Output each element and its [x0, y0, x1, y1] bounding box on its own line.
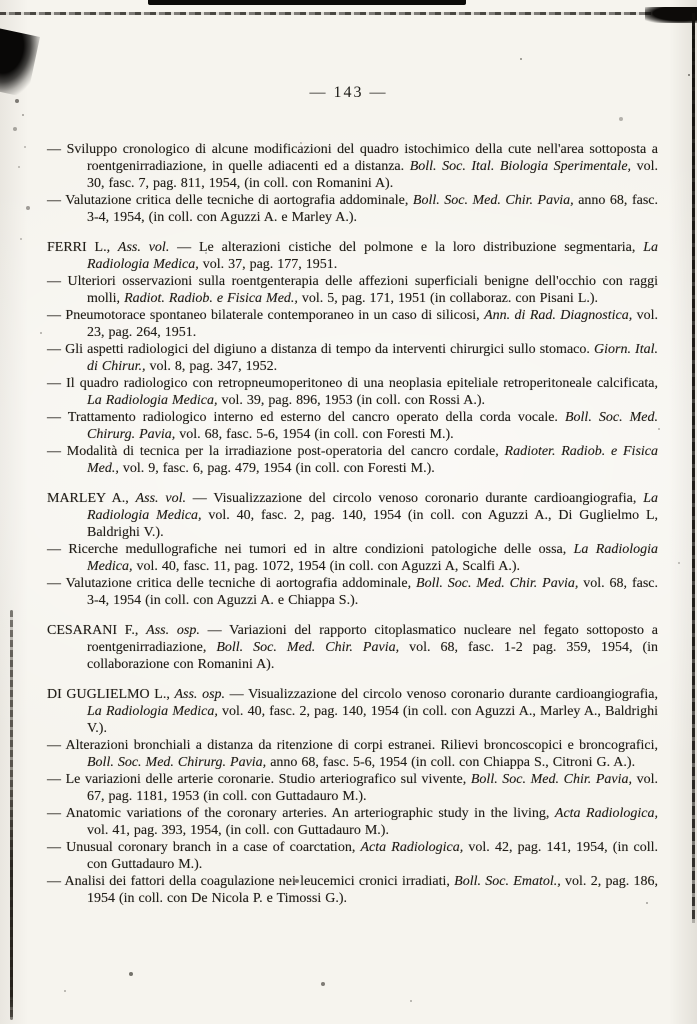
- entry-text: vol. 68, fasc. 3-4, 1954 (in coll. con Aguzzi A. e Chiappa S.).: [87, 576, 658, 608]
- scan-artifact-specks: [0, 0, 2, 2]
- entry-text: vol. 9, fasc. 6, pag. 479, 1954 (in coll. con Foresti M.).: [118, 461, 435, 476]
- bib-entry: [47, 141, 658, 192]
- bib-entry: [47, 805, 658, 839]
- bibliography: [47, 141, 658, 907]
- entry-text: vol. 2, pag. 186, 1954 (in coll. con De Nicola P. e Timossi G.).: [87, 874, 659, 906]
- bib-section-marley: [47, 490, 658, 609]
- entry-text: — Sviluppo cronologico di alcune modificazioni del quadro istochimico della cute nell'area sottoposta a roentgenirradiazione, in quelle adiacenti ed a distanza.: [47, 142, 658, 174]
- entry-text: — Ulteriori osservazioni sulla roentgenterapia delle affezioni superficiali benigne dell'occhio con raggi molli,: [47, 274, 658, 306]
- journal-title: Radiot. Radiob. e Fisica Med.,: [124, 291, 298, 306]
- entry-text: — Ricerche medullografiche nei tumori ed in altre condizioni patologiche delle ossa,: [47, 542, 574, 557]
- journal-title: Radioter. Radiob. e Fisica Med.,: [87, 444, 658, 476]
- bib-entry: [47, 686, 658, 737]
- journal-title: Boll. Soc. Med. Chirurg. Pavia,: [87, 755, 267, 770]
- bib-entry: [47, 839, 658, 873]
- bib-entry: [47, 490, 658, 541]
- scan-artifact-right-edge: [692, 13, 695, 923]
- entry-text: vol. 40, fasc. 2, pag. 140, 1954 (in coll. con Aguzzi A., Marley A., Baldrighi V.).: [87, 704, 658, 736]
- entry-text: vol. 41, pag. 393, 1954, (in coll. con Guttadauro M.).: [87, 823, 389, 838]
- entry-text: — Il quadro radiologico con retropneumoperitoneo di una neoplasia epiteliale retroperitoneale calcificata,: [47, 376, 658, 391]
- bib-entry: [47, 375, 658, 409]
- bib-section-ferri: [47, 239, 658, 477]
- entry-text: — Pneumotorace spontaneo bilaterale contemporaneo in un caso di silicosi,: [47, 308, 485, 323]
- journal-title: Giorn. Ital. di Chirur.,: [87, 342, 658, 374]
- entry-text: vol. 39, pag. 896, 1953 (in coll. con Rossi A.).: [217, 393, 485, 408]
- entry-text: — Unusual coronary branch in a case of coarctation,: [47, 840, 361, 855]
- bib-section-cesarani: [47, 622, 658, 673]
- scan-artifact-top-strip: [148, 0, 466, 5]
- journal-title: Ass. osp.: [174, 687, 226, 702]
- entry-text: vol. 40, fasc. 2, pag. 140, 1954 (in coll. con Aguzzi A., Di Guglielmo L, Baldrighi V.).: [87, 508, 659, 540]
- entry-text: DI GUGLIELMO L.,: [47, 687, 175, 702]
- entry-text: vol. 68, fasc. 1-2 pag. 359, 1954, (in collaborazione con Romanini A).: [87, 640, 659, 672]
- bib-entry: [47, 575, 658, 609]
- bib-entry: [47, 622, 658, 673]
- journal-title: Boll. Soc. Med. Chir. Pavia,: [416, 576, 579, 591]
- journal-title: Boll. Soc. Med. Chirurg. Pavia,: [87, 410, 658, 442]
- bib-entry: [47, 737, 658, 771]
- scan-artifact-top-line: [0, 12, 697, 15]
- entry-text: — Modalità di tecnica per la irradiazione post-operatoria del cancro cordale,: [47, 444, 505, 459]
- entry-text: — Valutazione critica delle tecniche di aortografia addominale,: [47, 576, 417, 591]
- bib-entry: [47, 307, 658, 341]
- bib-entry: [47, 239, 658, 273]
- entry-text: anno 68, fasc. 3-4, 1954, (in coll. con Aguzzi A. e Marley A.).: [87, 193, 658, 225]
- bib-entry: [47, 771, 658, 805]
- entry-text: — Trattamento radiologico interno ed esterno del cancro operato della corda vocale.: [47, 410, 565, 425]
- entry-text: — Gli aspetti radiologici del digiuno a distanza di tempo da interventi chirurgici sullo stomaco.: [47, 342, 594, 357]
- journal-title: La Radiologia Medica,: [87, 240, 658, 272]
- journal-title: Boll. Soc. Med. Chir. Pavia,: [216, 640, 400, 655]
- journal-title: La Radiologia Medica,: [87, 542, 658, 574]
- scan-artifact-top-right-blob: [645, 7, 697, 23]
- bib-entry: [47, 341, 658, 375]
- journal-title: Acta Radiologica,: [554, 806, 658, 821]
- entry-text: vol. 8, pag. 347, 1952.: [145, 359, 278, 374]
- entry-text: CESARANI F.,: [47, 623, 147, 638]
- bib-section-di-guglielmo: [47, 686, 658, 907]
- entry-text: — Visualizzazione del circolo venoso coronario durante cardioangiografia,: [225, 687, 658, 702]
- journal-title: Boll. Soc. Ital. Biologia Sperimentale,: [409, 159, 632, 174]
- entry-text: vol. 68, fasc. 5-6, 1954 (in coll. con Foresti M.).: [175, 427, 454, 442]
- entry-text: vol. 37, pag. 177, 1951.: [198, 257, 338, 272]
- entry-text: FERRI L.,: [47, 240, 118, 255]
- journal-title: Ann. di Rad. Diagnostica,: [484, 308, 633, 323]
- journal-title: Boll. Soc. Med. Chir. Pavia,: [470, 772, 632, 787]
- entry-text: vol. 42, pag. 141, 1954, (in coll. con Guttadauro M.).: [87, 840, 658, 872]
- journal-title: Boll. Soc. Ematol.,: [454, 874, 561, 889]
- entry-text: vol. 30, fasc. 7, pag. 811, 1954, (in coll. con Romanini A).: [87, 159, 659, 191]
- entry-text: — Valutazione critica delle tecniche di aortografia addominale,: [47, 193, 413, 208]
- entry-text: — Anatomic variations of the coronary arteries. An arteriographic study in the living,: [47, 806, 555, 821]
- bib-entry: [47, 873, 658, 907]
- entry-text: — Le alterazioni cistiche del polmone e la loro distribuzione segmentaria,: [169, 240, 644, 255]
- journal-title: Boll. Soc. Med. Chir. Pavia,: [412, 193, 574, 208]
- entry-text: — Variazioni del rapporto citoplasmatico nucleare nel fegato sottoposto a roentgenirradiazione,: [87, 623, 659, 655]
- journal-title: La Radiologia Medica,: [87, 491, 658, 523]
- entry-text: vol. 23, pag. 264, 1951.: [87, 308, 659, 340]
- bib-entry: [47, 273, 658, 307]
- entry-text: vol. 5, pag. 171, 1951 (in collaboraz. con Pisani L.).: [297, 291, 599, 306]
- page-number: — 143 —: [309, 84, 388, 101]
- entry-text: — Analisi dei fattori della coagulazione nei leucemici cronici irradiati,: [47, 874, 455, 889]
- bib-section-continued: [47, 141, 658, 226]
- journal-title: Ass. vol.: [117, 240, 170, 255]
- bib-entry: [47, 541, 658, 575]
- entry-text: — Visualizzazione del circolo venoso coronario durante cardioangiografia,: [185, 491, 644, 506]
- bib-entry: [47, 409, 658, 443]
- scan-artifact-left-streak: [10, 610, 13, 1020]
- entry-text: — Le variazioni delle arterie coronarie. Studio arteriografico sul vivente,: [47, 772, 471, 787]
- journal-title: La Radiologia Medica,: [87, 393, 218, 408]
- journal-title: Ass. osp.: [146, 623, 200, 638]
- bib-entry: [47, 443, 658, 477]
- entry-text: anno 68, fasc. 5-6, 1954 (in coll. con Chiappa S., Citroni G. A.).: [266, 755, 636, 770]
- entry-text: — Alterazioni bronchiali a distanza da ritenzione di corpi estranei. Rilievi broncoscopici e broncografici,: [47, 738, 658, 753]
- entry-text: vol. 67, pag. 1181, 1953 (in coll. con Guttadauro M.).: [87, 772, 658, 804]
- journal-title: La Radiologia Medica,: [87, 704, 218, 719]
- entry-text: MARLEY A.,: [47, 491, 136, 506]
- journal-title: Ass. vol.: [135, 491, 186, 506]
- journal-title: Acta Radiologica,: [360, 840, 464, 855]
- entry-text: vol. 40, fasc. 11, pag. 1072, 1954 (in coll. con Aguzzi A, Scalfi A.).: [132, 559, 521, 574]
- bib-entry: [47, 192, 658, 226]
